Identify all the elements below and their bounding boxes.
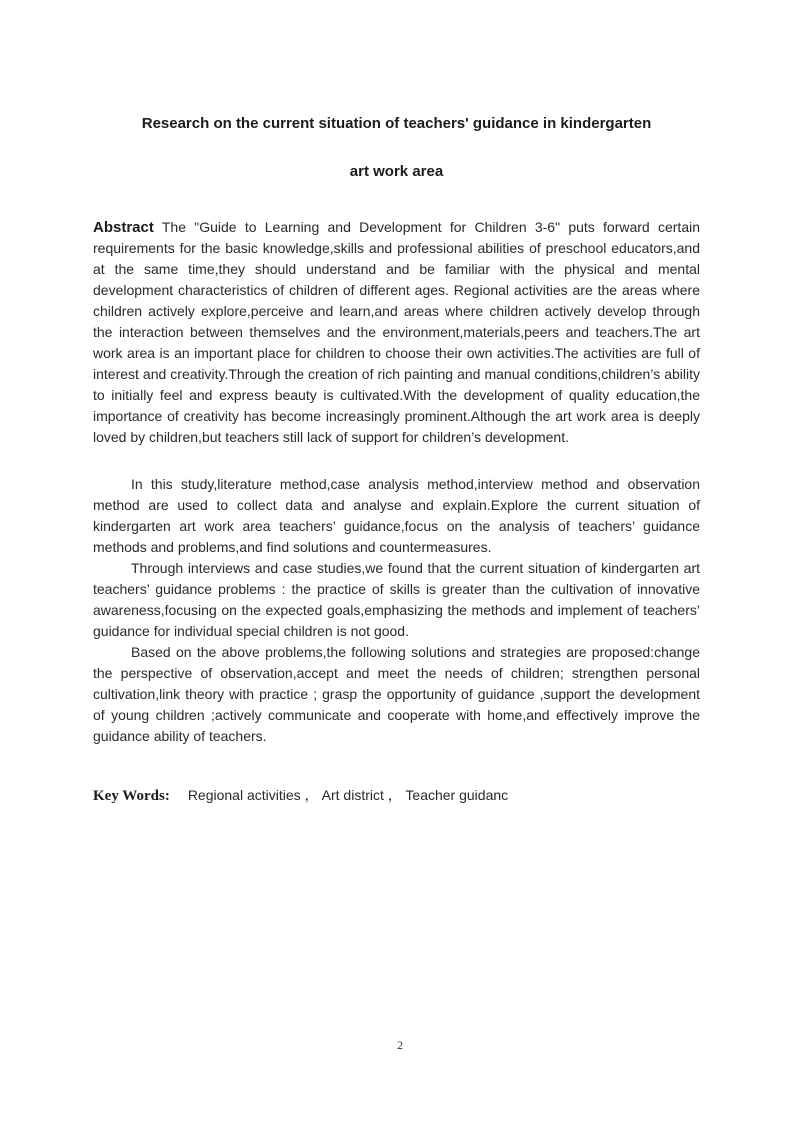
abstract-paragraph	[93, 217, 700, 448]
paragraph-solutions: Based on the above problems,the following solutions and strategies are proposed:change the perspective of observation,accept and meet the needs of children; strengthen personal cultivation,link theory with practice ; grasp the opportunity of guidance ,support the development of young children ;actively communicate and cooperate with home,and effectively improve the guidance ability of teachers.	[93, 644, 700, 744]
document-title-line2: art work area	[349, 163, 444, 180]
document-content	[93, 0, 700, 807]
paragraph-methodology: In this study,literature method,case analysis method,interview method and observation method are used to collect data and analyse and explain.Explore the current situation of kindergarten art work area teachers’ guidance,focus on the analysis of teachers’ guidance methods and problems,and find solutions and countermeasures.	[93, 476, 700, 555]
document-title-line1: Research on the current situation of teachers' guidance in kindergarten	[141, 115, 652, 132]
keywords-label: Key Words:	[93, 788, 170, 804]
abstract-text: The "Guide to Learning and Development for Children 3-6" puts forward certain requirements for the basic knowledge,skills and professional abilities of preschool educators,and at the same time,they should understand and be familiar with the physical and mental development characteristics of children of different ages. Regional activities are the areas where children actively explore,perceive and learn,and areas where children actively develop through the interaction between themselves and the environment,materials,peers and teachers.The art work area is an important place for children to choose their own activities.The activities are full of interest and creativity.Through the creation of rich painting and manual conditions,children’s ability to initially feel and express beauty is cultivated.With the development of quality education,the importance of creativity has become increasingly prominent.Although the art work area is deeply loved by children,but teachers still lack of support for children’s development.	[93, 219, 700, 445]
paragraph-findings: Through interviews and case studies,we found that the current situation of kindergarten art teachers’ guidance problems : the practice of skills is greater than the cultivation of innovative awareness,focusing on the expected goals,emphasizing the methods and implement of teachers’ guidance for individual special children is not good.	[93, 560, 700, 639]
keywords-text: Regional activities ， Art district ， Teacher guidanc	[187, 787, 509, 803]
page-number: 2	[397, 1038, 403, 1052]
abstract-label: Abstract	[93, 219, 154, 236]
keywords-line	[93, 785, 700, 807]
